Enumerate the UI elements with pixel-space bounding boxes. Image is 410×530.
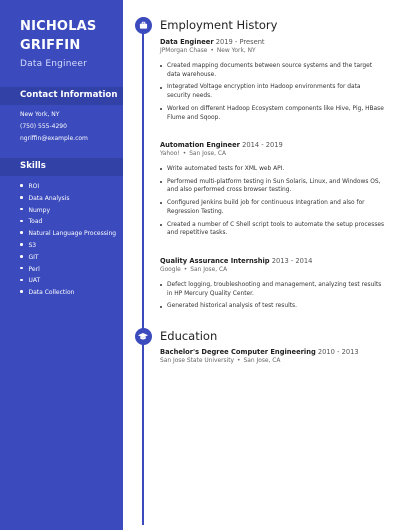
skill-item: S3 [20, 240, 116, 252]
education-school: San Jose State University [160, 358, 235, 364]
candidate-role: Data Engineer [20, 59, 88, 69]
job-bullet: Performed multi-platform testing in Sun Solaris, Linux, and Windows OS, and also performed cross browser testing. [160, 178, 385, 195]
job-dates: 2019 - Present [215, 38, 265, 46]
job-company-line [160, 267, 385, 273]
job-bullets [160, 62, 385, 122]
job-title: Automation Engineer [160, 141, 240, 149]
job-title: Quality Assurance Internship [160, 257, 270, 265]
separator-dot: • [210, 48, 214, 54]
sidebar [0, 0, 123, 530]
job-location: San Jose, CA [189, 151, 227, 157]
contact-location: New York, NY [20, 111, 60, 118]
job-location: San Jose, CA [190, 267, 228, 273]
skill-item: ROI [20, 181, 116, 193]
skill-item: UAT [20, 275, 116, 287]
job-location: New York, NY [216, 48, 256, 54]
graduation-cap-icon-glyph [138, 332, 148, 341]
contact-section-header [0, 87, 123, 105]
job-company-line [160, 151, 385, 157]
contact-section-title: Contact Information [20, 90, 118, 100]
briefcase-icon [135, 17, 152, 34]
job-entry [160, 38, 385, 126]
job-dates: 2013 - 2014 [271, 257, 313, 265]
job-bullet: Write automated tests for XML web API. [160, 165, 385, 174]
contact-email[interactable]: ngriffin@example.com [20, 135, 88, 142]
job-title: Data Engineer [160, 38, 214, 46]
job-bullet: Generated historical analysis of test results. [160, 302, 385, 311]
employment-section-title: Employment History [160, 18, 278, 32]
education-header [160, 348, 385, 356]
education-dates: 2010 - 2013 [317, 348, 359, 356]
separator-dot: • [183, 267, 188, 273]
job-header [160, 38, 385, 46]
skill-item: Data Analysis [20, 193, 116, 205]
contact-phone[interactable]: (750) 555-4290 [20, 123, 67, 130]
job-bullet: Created a number of C Shell script tools to automate the setup processes and repetitive tasks. [160, 221, 385, 238]
job-dates: 2014 - 2019 [242, 141, 283, 149]
job-header [160, 141, 385, 149]
skill-item: Perl [20, 264, 116, 276]
skill-item: Toad [20, 216, 116, 228]
job-header [160, 257, 385, 265]
separator-dot: • [237, 358, 241, 364]
skills-section-title: Skills [20, 161, 46, 171]
job-entry [160, 257, 385, 315]
education-location: San Jose, CA [243, 358, 281, 364]
last-name: GRIFFIN [20, 38, 81, 53]
skill-item: Data Collection [20, 287, 116, 299]
job-bullets [160, 281, 385, 311]
graduation-cap-icon [135, 328, 152, 345]
education-school-line [160, 358, 385, 364]
job-bullet: Configured Jenkins build job for continuous Integration and also for Regression Testing. [160, 199, 385, 216]
skill-item: Numpy [20, 205, 116, 217]
job-company: Google [160, 267, 181, 273]
briefcase-icon-glyph [139, 21, 148, 30]
education-section-title: Education [160, 329, 218, 343]
job-bullets [160, 165, 385, 238]
job-bullet: Created mapping documents between source systems and the target data warehouse. [160, 62, 385, 79]
skill-item: Natural Language Processing [20, 228, 116, 240]
job-company: JPMorgan Chase [160, 48, 208, 54]
skills-section-header [0, 158, 123, 176]
job-bullet: Integrated Voltage encryption into Hadoop environments for data security needs. [160, 83, 385, 100]
first-name: NICHOLAS [20, 19, 97, 34]
candidate-name [20, 17, 120, 55]
education-degree: Bachelor's Degree Computer Engineering [160, 348, 316, 356]
job-bullet: Defect logging, troubleshooting and management, analyzing test results in HP Mercury Quality Center. [160, 281, 385, 298]
job-company-line [160, 48, 385, 54]
job-company: Yahoo! [160, 151, 180, 157]
job-entry [160, 141, 385, 242]
skills-list [20, 181, 116, 299]
skill-item: GIT [20, 252, 116, 264]
separator-dot: • [182, 151, 187, 157]
job-bullet: Worked on different Hadoop Ecosystem components like Hive, Pig, HBase Flume and Sqoop. [160, 105, 385, 122]
timeline-line [142, 25, 144, 525]
education-entry [160, 348, 385, 364]
